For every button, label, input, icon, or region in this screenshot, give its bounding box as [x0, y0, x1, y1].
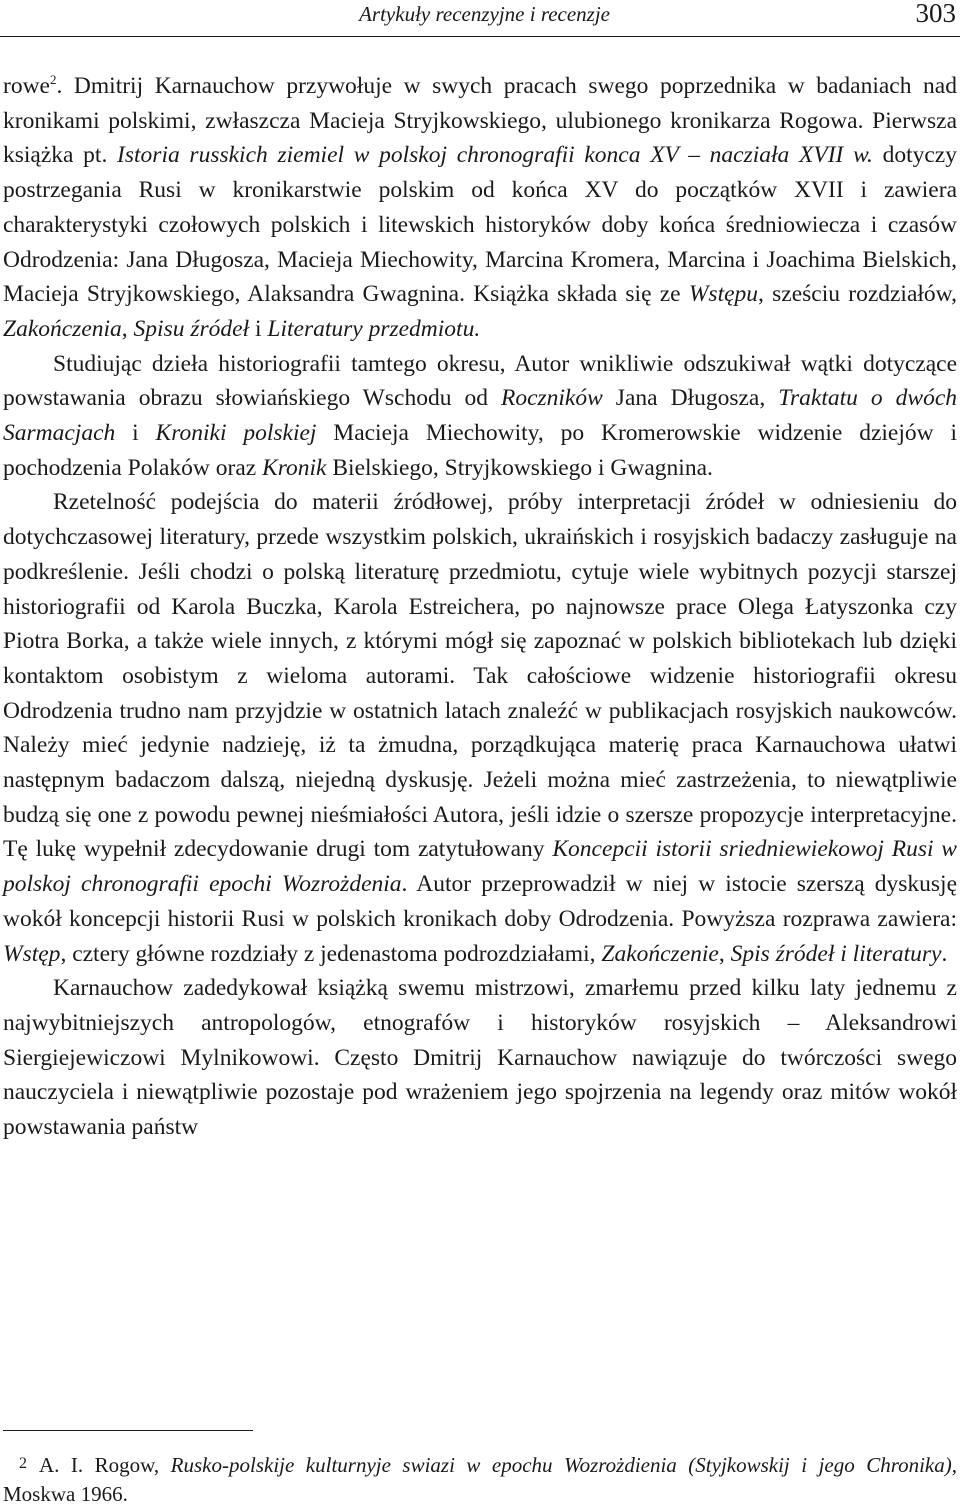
text-run: Karnauchow zadedykował książką swemu mistrzowi, zmarłemu przed kilku laty jednemu z najwybitniejszych antropologów, etnografów i historyków rosyjskich – Aleksandrowi Siergiejewiczowi Mylnikowowi. Często Dmitrij Karnauchow nawiązuje do twórczości swego nauczyciela i niewątpliwie pozostaje pod wrażeniem jego spojrzenia na legendy oraz mitów wokół powstawania państw [3, 975, 957, 1141]
text-run: , [121, 315, 134, 342]
paragraph [3, 347, 957, 486]
paragraph [3, 971, 957, 1145]
running-title: Artykuły recenzyjne i recenzje [359, 2, 610, 26]
italic-text: Wstęp [3, 940, 61, 967]
italic-text: Koncepcii istorii sriedniewiekowoj Rusi w polskoj chronografii epochi Wozrożdenia [3, 836, 957, 898]
page-number: 303 [915, 0, 956, 28]
italic-text: Istoria russkich ziemiel w polskoj chronografii konca XV – nacziała XVII w. [117, 142, 873, 169]
italic-text: Rusko-polskije kulturnyje swiazi w epochu Wozrożdienia (Styjkowskij i jego Chronika) [170, 1453, 952, 1477]
italic-text: Spisu źródeł [133, 315, 250, 342]
text-run: . Autor przeprowadził w niej w istocie szerszą dyskusję wokół koncepcji historii Rusi w polskich kronikach doby Odrodzenia. Powyższa rozprawa zawiera: [3, 871, 957, 932]
text-run: Rzetelność podejścia do materii źródłowej, próby interpretacji źródeł w odniesieniu do dotychczasowej literatury, przede wszystkim polskich, ukraińskich i rosyjskich badaczy zasługuje na podkreślenie. Jeśli chodzi o polską literaturę przedmiotu, cytuje wiele wybitnych pozycji starszej historiografii od Karola Buczka, Karola Estreichera, po najnowsze prace Olega Łatyszonka czy Piotra Borka, a także wiele innych, z którymi mógł się zapoznać w polskich bibliotekach lub dzięki kontaktom osobistym z wieloma autorami. Tak całościowe widzenie historiografii okresu Odrodzenia trudno nam przyjdzie w ostatnich latach znaleźć w publikacjach rosyjskich naukowców. Należy mieć jedynie nadzieję, iż ta żmudna, porządkująca materię praca Karnauchowa ułatwi następnym badaczom dalszą, niejedną dyskusję. Jeżeli można mieć zastrzeżenia, to niewątpliwie budzą się one z powodu pewnej nieśmiałości Autora, jeśli idzie o szersze propozycje interpretacyjne. Tę lukę wypełnił zdecydowanie drugi tom zatytułowany [3, 489, 957, 863]
page-header [0, 0, 960, 37]
paragraph [3, 69, 957, 347]
paragraph [3, 485, 957, 971]
text-run: , Moskwa 1966. [3, 1453, 957, 1506]
italic-text: Zakończenia [3, 315, 122, 342]
text-run: Studiując dzieła historiografii tamtego okresu, Autor wnikliwie odszukiwał wątki dotyczące powstawania obrazu słowiańskiego Wschodu od [3, 350, 957, 412]
header-rule [0, 36, 960, 37]
body-text [3, 69, 957, 1145]
text-run: , sześciu rozdziałów, [758, 281, 957, 308]
italic-text: Kroniki polskiej [155, 420, 317, 447]
italic-text: Wstępu [688, 281, 759, 308]
footnote-reference: 2 [49, 72, 57, 88]
text-run: i [249, 315, 268, 342]
text-run: dotyczy postrzegania Rusi w kronikarstwie polskim od końca XV do początków XVII i zawiera charakterystyki czołowych polskich i litewskich historyków doby końca średniowiecza i czasów Odrodzenia: Jana Długosza, Macieja Miechowity, Marcina Kromera, Marcina i Joachima Bielskich, Macieja Stryjkowskiego, Alaksandra Gwagnina. Książka składa się ze [3, 142, 957, 308]
footnote [3, 1449, 957, 1509]
text-run: i [115, 420, 156, 447]
text-run: rowe [3, 73, 50, 99]
text-run: . [941, 940, 948, 967]
footnote-rule [3, 1430, 253, 1431]
italic-text: Spis źródeł i literatury [730, 940, 942, 967]
text-run: , cztery główne rozdziały z jedenastoma podrozdziałami, [60, 940, 602, 967]
text-run: , [718, 940, 731, 967]
italic-text: Traktatu o dwóch Sarmacjach [3, 385, 957, 447]
footnote-mark: 2 [19, 1455, 27, 1472]
footnote-text [3, 1453, 957, 1506]
italic-text: Kronik [262, 454, 327, 481]
italic-text: Roczników [500, 385, 603, 412]
text-run: . Dmitrij Karnauchow przywołuje w swych pracach swego poprzednika w badaniach nad kronikami polskimi, zwłaszcza Macieja Stryjkowskiego, ulubionego kronikarza Rogowa. Pierwsza książka pt. [3, 73, 957, 169]
text-run: A. I. Rogow, [39, 1453, 171, 1477]
text-run: Macieja Miechowity, po Kromerowskie widzenie dziejów i pochodzenia Polaków oraz [3, 420, 957, 481]
italic-text: Literatury przedmiotu. [267, 315, 481, 342]
text-run: Bielskiego, Stryjkowskiego i Gwagnina. [326, 454, 713, 481]
italic-text: Zakończenie [601, 940, 719, 967]
text-run: Jana Długosza, [602, 385, 779, 412]
